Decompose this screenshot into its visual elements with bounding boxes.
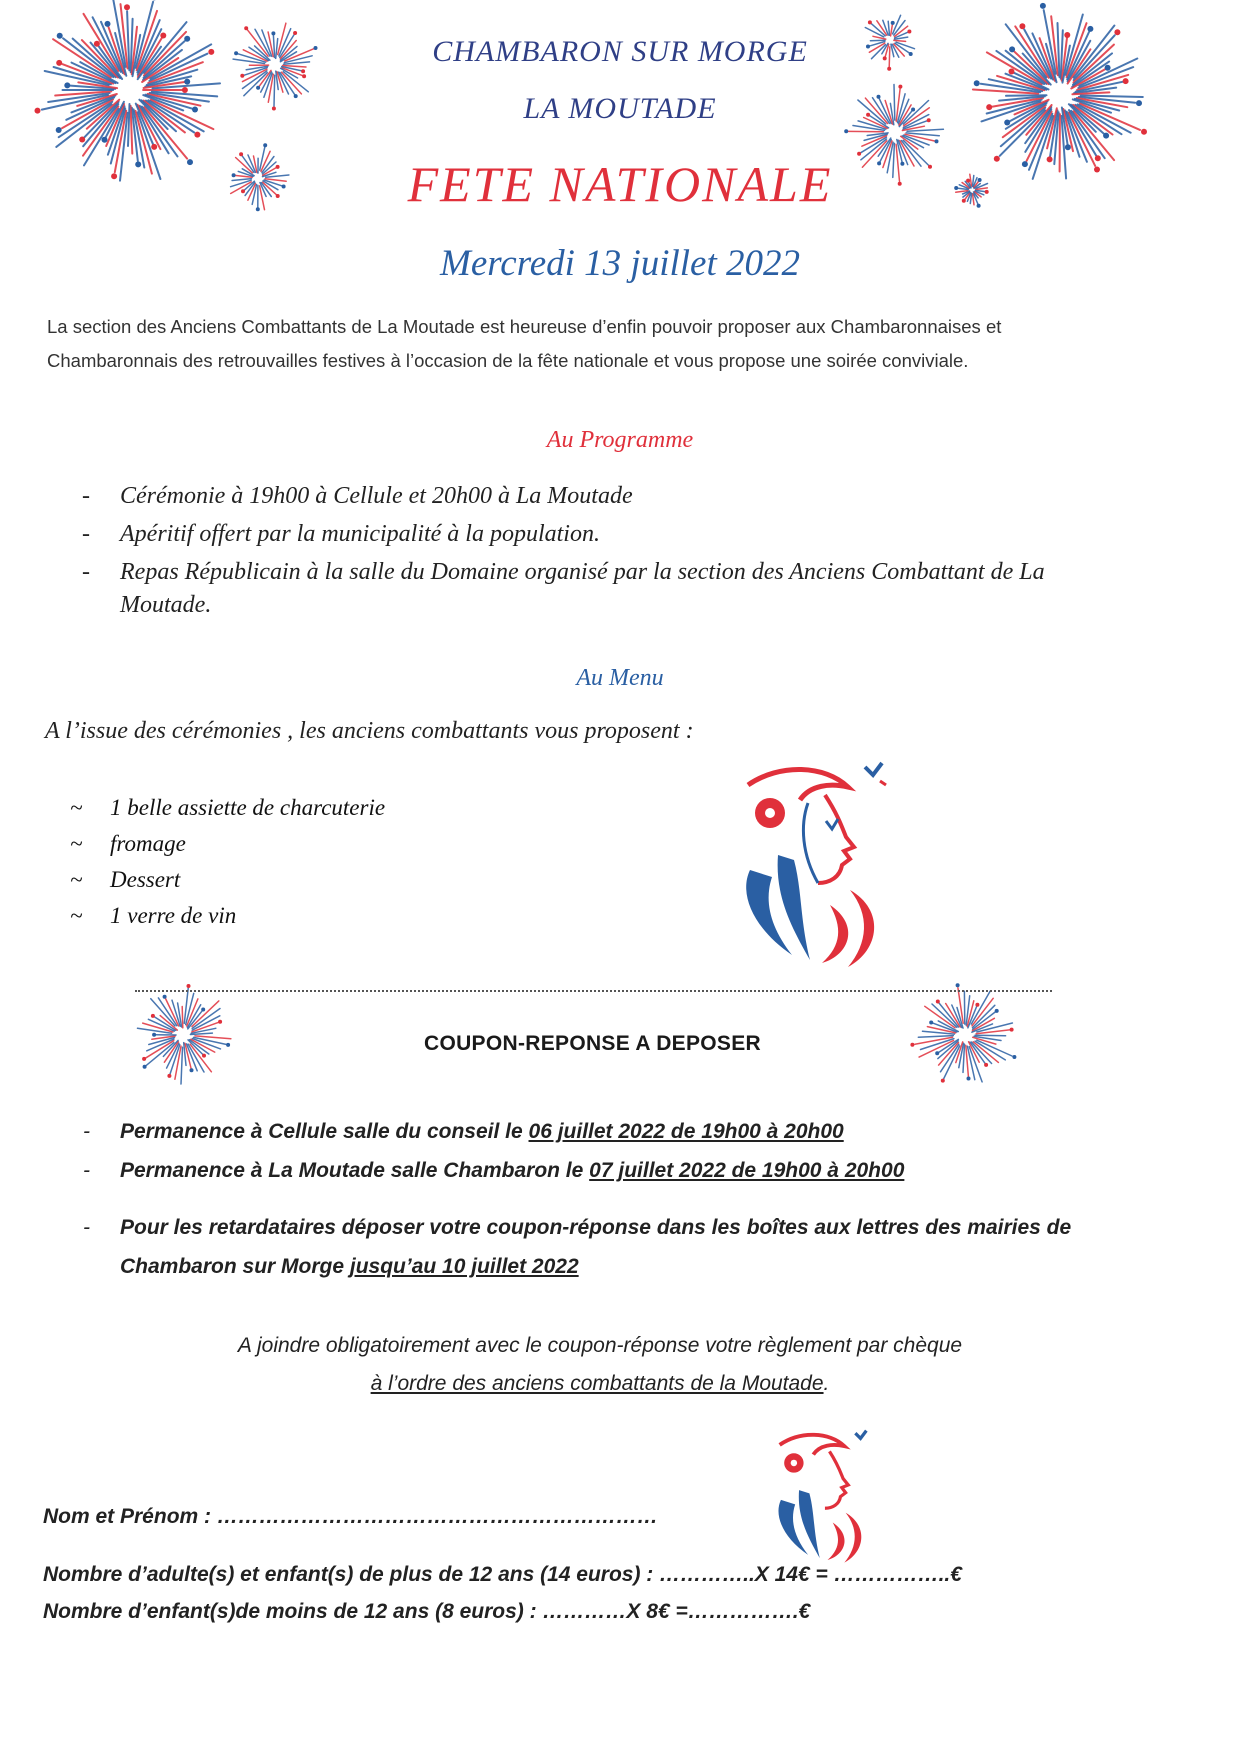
name-field-line[interactable]: Nom et Prénom : ………………………………………………………: [43, 1505, 658, 1528]
payment-note-line2: à l’ordre des anciens combattants de la Moutade: [370, 1372, 824, 1395]
payment-note: A joindre obligatoirement avec le coupon-réponse votre règlement par chèque à l’ordre des anciens combattants de la Moutade.: [0, 1327, 1200, 1403]
adults-count-line[interactable]: Nombre d’adulte(s) et enfant(s) de plus de 12 ans (14 euros) : …………..X 14€ = ……………..€: [43, 1563, 962, 1586]
programme-list: [78, 480, 1178, 627]
event-title: FETE NATIONALE: [407, 156, 833, 212]
late-deposit-date: jusqu’au 10 juillet 2022: [349, 1255, 579, 1278]
menu-item: ~ 1 belle assiette de charcuterie: [68, 790, 385, 826]
children-count-line[interactable]: Nombre d’enfant(s)de moins de 12 ans (8 euros) : …………X 8€ =…………….€: [43, 1600, 811, 1623]
payment-note-line1: A joindre obligatoirement avec le coupon-réponse votre règlement par chèque: [237, 1334, 963, 1357]
late-deposit-item: [78, 1208, 1140, 1286]
permanence-list: [78, 1112, 1178, 1286]
menu-item: ~ fromage: [68, 826, 385, 862]
intro-paragraph: La section des Anciens Combattants de La Moutade est heureuse d’enfin pouvoir proposer aux Chambaronnaises et Chambaronnais des retrouvailles festives à l’occasion de la fête nationale et vous propose une soirée conviviale.: [47, 316, 1002, 371]
programme-item: - Apéritif offert par la municipalité à la population.: [78, 518, 1178, 551]
permanence-moutade-date: 07 juillet 2022 de 19h00 à 20h00: [589, 1159, 905, 1182]
permanence-item-moutade: [78, 1151, 1178, 1190]
menu-item: ~ 1 verre de vin: [68, 898, 385, 934]
programme-heading: Au Programme: [546, 427, 694, 453]
menu-item: ~ Dessert: [68, 862, 385, 898]
marianne-emblem-large: [730, 755, 900, 970]
event-date: Mercredi 13 juillet 2022: [440, 243, 800, 284]
menu-list: [68, 790, 385, 934]
menu-heading: Au Menu: [576, 665, 664, 691]
menu-intro: A l’issue des cérémonies , les anciens combattants vous proposent :: [45, 718, 694, 744]
permanence-cellule-date: 06 juillet 2022 de 19h00 à 20h00: [528, 1120, 844, 1143]
permanence-item-cellule: [78, 1112, 1178, 1151]
town-title: CHAMBARON SUR MORGE: [432, 35, 808, 68]
programme-item: - Cérémonie à 19h00 à Cellule et 20h00 à La Moutade: [78, 480, 1178, 513]
permanence-cellule-text: Permanence à Cellule salle du conseil le: [120, 1120, 529, 1143]
coupon-title: COUPON-REPONSE A DEPOSER: [423, 1032, 762, 1055]
firework-burst: [973, 3, 1147, 179]
marianne-emblem-small: [768, 1425, 878, 1565]
firework-burst: [35, 0, 221, 181]
village-title: LA MOUTADE: [523, 92, 717, 125]
dotted-separator: [135, 990, 1052, 992]
programme-item: - Repas Républicain à la salle du Domaine organisé par la section des Anciens Combattant de La Moutade.: [78, 556, 1120, 622]
late-deposit-text: Pour les retardataires déposer votre coupon-réponse dans les boîtes aux lettres des mairies de Chambaron sur Morge: [120, 1216, 1072, 1278]
permanence-moutade-text: Permanence à La Moutade salle Chambaron le: [120, 1159, 590, 1182]
